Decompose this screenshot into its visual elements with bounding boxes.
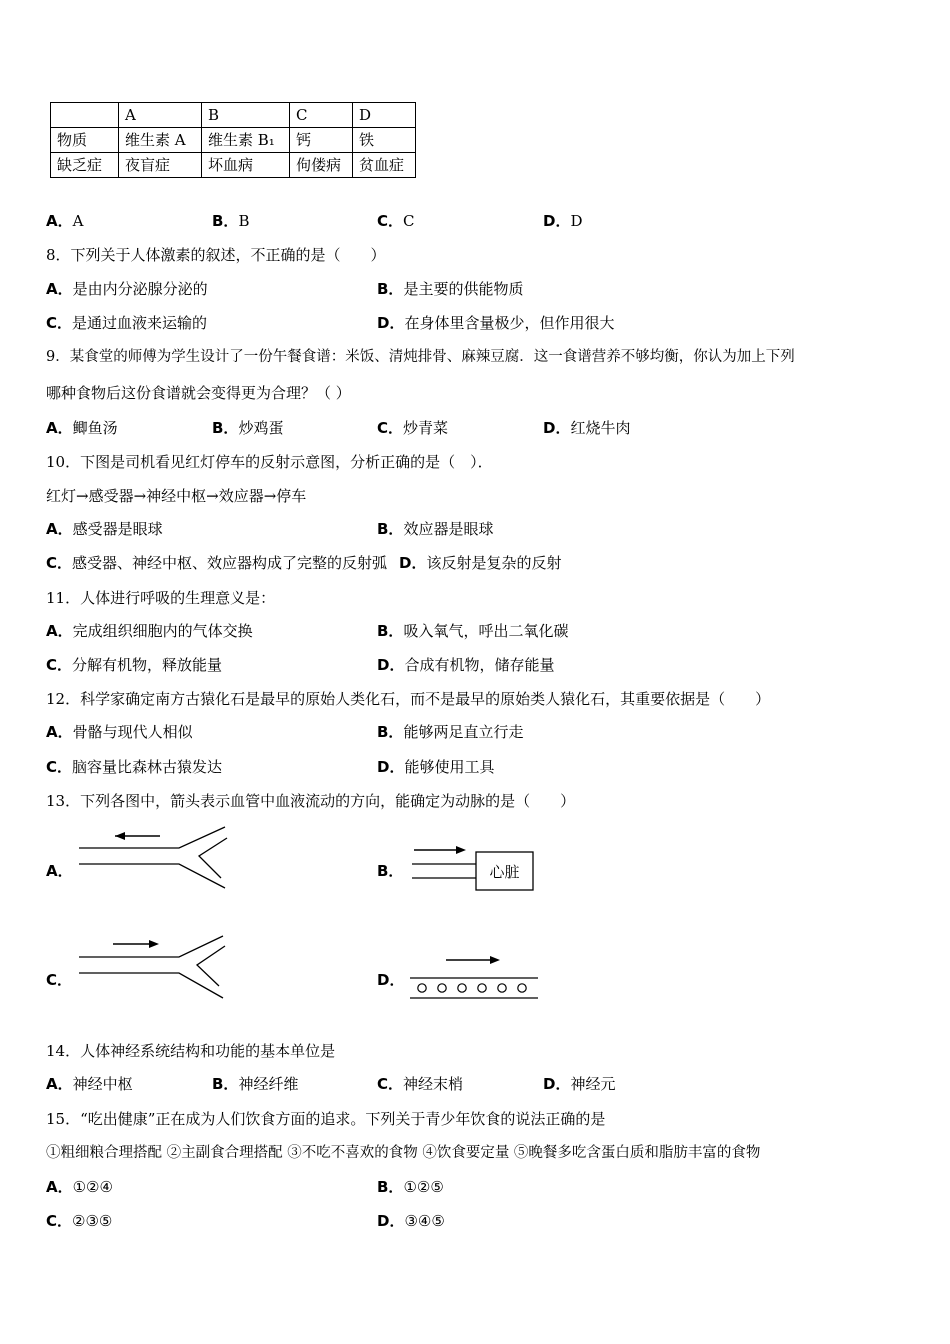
arrow-right-icon bbox=[149, 940, 159, 948]
q11-option-d[interactable]: D．合成有机物，储存能量 bbox=[377, 656, 555, 674]
blood-cells bbox=[418, 984, 526, 992]
q11-stem: 11．人体进行呼吸的生理意义是： bbox=[46, 589, 276, 607]
table-row bbox=[51, 153, 416, 178]
table-cell: 物质 bbox=[51, 128, 119, 153]
q8-option-c[interactable]: C．是通过血液来运输的 bbox=[46, 314, 208, 332]
vessel-wall-bottom bbox=[79, 973, 223, 998]
q14-option-a[interactable]: A．神经中枢 bbox=[46, 1075, 133, 1093]
q12-option-b[interactable]: B．能够两足直立行走 bbox=[377, 723, 524, 741]
table-cell: 贫血症 bbox=[353, 153, 416, 178]
table-cell: 维生素 B₁ bbox=[202, 128, 290, 153]
q15-option-a[interactable]: A．①②④ bbox=[46, 1178, 113, 1196]
q7-option-b[interactable]: B．B bbox=[212, 212, 250, 230]
q9-stem-line1: 9．某食堂的师傅为学生设计了一份午餐食谱：米饭、清炖排骨、麻辣豆腐．这一食谱营养不够均衡，你认为加上下列 bbox=[46, 349, 795, 365]
vessel-diagram-a bbox=[75, 822, 235, 892]
table-cell: A bbox=[119, 103, 202, 128]
vitamin-table bbox=[50, 102, 416, 178]
arrow-left-icon bbox=[115, 832, 125, 840]
q14-option-d[interactable]: D．神经元 bbox=[543, 1075, 616, 1093]
table-row bbox=[51, 128, 416, 153]
table-cell bbox=[51, 103, 119, 128]
table-cell: 佝偻病 bbox=[290, 153, 353, 178]
table-cell: 钙 bbox=[290, 128, 353, 153]
heart-label: 心脏 bbox=[489, 863, 520, 881]
q9-option-a[interactable]: A．鲫鱼汤 bbox=[46, 419, 118, 437]
q10-option-a[interactable]: A．感受器是眼球 bbox=[46, 520, 163, 538]
table-cell: 铁 bbox=[353, 128, 416, 153]
q15-statements: ①粗细粮合理搭配 ②主副食合理搭配 ③不吃不喜欢的食物 ④饮食要定量 ⑤晚餐多吃含蛋白质和脂肪丰富的食物 bbox=[46, 1145, 761, 1161]
q14-stem: 14．人体神经系统结构和功能的基本单位是 bbox=[46, 1042, 336, 1060]
q15-option-b[interactable]: B．①②⑤ bbox=[377, 1178, 444, 1196]
q10-stem: 10．下图是司机看见红灯停车的反射示意图，分析正确的是（ ）． bbox=[46, 453, 493, 471]
table-cell: D bbox=[353, 103, 416, 128]
table-header-row bbox=[51, 103, 416, 128]
q7-option-a[interactable]: A．A bbox=[46, 212, 84, 230]
q9-option-b[interactable]: B．炒鸡蛋 bbox=[212, 419, 284, 437]
q12-option-c[interactable]: C．脑容量比森林古猿发达 bbox=[46, 758, 223, 776]
q11-option-b[interactable]: B．吸入氧气，呼出二氧化碳 bbox=[377, 622, 569, 640]
table-cell: 坏血病 bbox=[202, 153, 290, 178]
q7-option-c[interactable]: C．C bbox=[377, 212, 415, 230]
branch-inner bbox=[199, 838, 227, 878]
q15-option-d[interactable]: D．③④⑤ bbox=[377, 1212, 445, 1230]
vessel-wall-bottom bbox=[79, 864, 225, 888]
q10-option-c[interactable]: C．感受器、神经中枢、效应器构成了完整的反射弧 bbox=[46, 554, 388, 572]
vessel-wall-top bbox=[79, 827, 225, 848]
q7-option-d[interactable]: D．D bbox=[543, 212, 583, 230]
q12-option-a[interactable]: A．骨骼与现代人相似 bbox=[46, 723, 193, 741]
table-cell: 夜盲症 bbox=[119, 153, 202, 178]
q10-option-d[interactable]: D．该反射是复杂的反射 bbox=[399, 554, 562, 572]
q8-option-b[interactable]: B．是主要的供能物质 bbox=[377, 280, 524, 298]
q13-option-a-label[interactable]: A． bbox=[46, 862, 73, 880]
q11-option-c[interactable]: C．分解有机物，释放能量 bbox=[46, 656, 223, 674]
q8-option-d[interactable]: D．在身体里含量极少，但作用很大 bbox=[377, 314, 615, 332]
q14-option-c[interactable]: C．神经末梢 bbox=[377, 1075, 464, 1093]
table-cell: 维生素 A bbox=[119, 128, 202, 153]
q13-stem: 13．下列各图中，箭头表示血管中血液流动的方向，能确定为动脉的是（ ） bbox=[46, 792, 576, 810]
q9-stem-line2: 哪种食物后这份食谱就会变得更为合理？（ ） bbox=[46, 384, 351, 402]
q11-option-a[interactable]: A．完成组织细胞内的气体交换 bbox=[46, 622, 253, 640]
branch-inner bbox=[197, 946, 225, 986]
q10-flow: 红灯→感受器→神经中枢→效应器→停车 bbox=[46, 487, 307, 505]
q13-option-d-label[interactable]: D． bbox=[377, 971, 405, 989]
table-cell: B bbox=[202, 103, 290, 128]
q12-stem: 12．科学家确定南方古猿化石是最早的原始人类化石，而不是最早的原始类人猿化石，其重要依据是（ ） bbox=[46, 690, 771, 708]
q8-option-a[interactable]: A．是由内分泌腺分泌的 bbox=[46, 280, 208, 298]
q15-option-c[interactable]: C．②③⑤ bbox=[46, 1212, 113, 1230]
table-cell: 缺乏症 bbox=[51, 153, 119, 178]
arrow-right-icon bbox=[456, 846, 466, 854]
q9-option-c[interactable]: C．炒青菜 bbox=[377, 419, 449, 437]
q10-option-b[interactable]: B．效应器是眼球 bbox=[377, 520, 494, 538]
q8-stem: 8．下列关于人体激素的叙述，不正确的是（ ） bbox=[46, 246, 386, 264]
q13-option-c-label[interactable]: C． bbox=[46, 971, 73, 989]
table-cell: C bbox=[290, 103, 353, 128]
vessel-diagram-d bbox=[408, 952, 543, 1002]
q14-option-b[interactable]: B．神经纤维 bbox=[212, 1075, 299, 1093]
arrow-right-icon bbox=[490, 956, 500, 964]
vessel-diagram-c bbox=[75, 932, 235, 1002]
q13-option-b-label[interactable]: B． bbox=[377, 862, 404, 880]
q15-stem: 15．“吃出健康”正在成为人们饮食方面的追求。下列关于青少年饮食的说法正确的是 bbox=[46, 1110, 606, 1128]
q12-option-d[interactable]: D．能够使用工具 bbox=[377, 758, 495, 776]
q9-option-d[interactable]: D．红烧牛肉 bbox=[543, 419, 631, 437]
